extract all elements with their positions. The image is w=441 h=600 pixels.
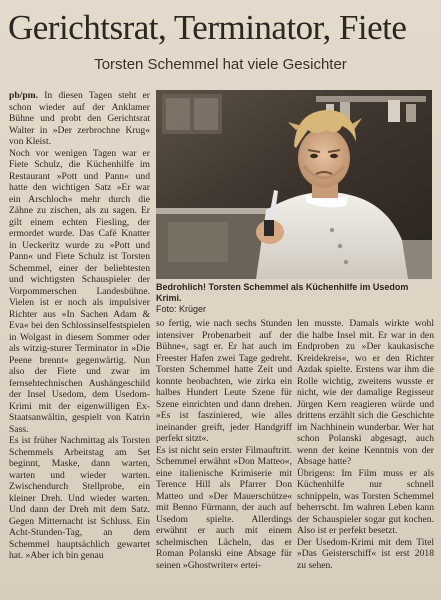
article-paragraph: Noch vor wenigen Tagen war er Fiete Schulz, die Küchenhilfe im Restaurant »Pott und Pann« und hatte den wichtigen Satz »Er war ein Arschloch« mehr durch die Zähne zu zischen, als zu sagen. Er gilt einem echten Fiesling, der ermordet wurde. Das Café Knatter in Ueckeritz wurde zu »Pott und Pann« und Fiete Schulz ist Torsten Schemmel, einer der beliebtesten und wichtigsten Schauspieler der Vorpommerschen Landesbühne. Vielen ist er noch als impulsiver Richter aus »In Sachen Adam & Eva« bei den Schlossinselfestspielen in Wolgast in diesem Sommer oder als witzig-sturer Terminator in »Die Peene brennt« gegenwärtig. Nun also der Fiete und zwar im fernsehtechnischen Aushängeschild der Insel Usedom, dem Usedom-Krimi mit der eigenwilligen Ex-Staatsanwältin, gespielt von Katrin Sass.	[9, 147, 150, 435]
photo-caption	[156, 282, 436, 315]
article-paragraph: Es ist früher Nachmittag als Torsten Schemmels Arbeitstag am Set beginnt, Maske, dann warten, warten und wieder warten. Zwischendurch Stellprobe, ein kleiner Dreh. Und wieder warten. Und dann der Dreh mit dem Satz. Gegen Mitternacht ist Schluss. Ein Acht-Stunden-Tag, an dem Schemmel hauptsächlich gewartet hat. »Aber ich bin genau	[9, 435, 150, 561]
article-paragraph: so fertig, wie nach sechs Stunden intensiver Probenarbeit auf der Bühne«, sagt er. Er hat auch im Freester Hafen zwei Tage gedreht. Torsten Schemmel hatte Zeit und konnte beobachten, wie zirka ein halbes Hundert Leute Szene für Szene einrichten und dann drehen. »Es ist fasziniered, wie alles ineinander greift, jeder Handgriff perfekt sitzt«.	[156, 318, 292, 444]
caption-text: Bedrohlich! Torsten Schemmel als Küchenhilfe im Usedom Krimi.	[156, 282, 409, 303]
headline: Gerichtsrat, Terminator, Fiete	[8, 8, 407, 47]
photo-credit: Foto: Krüger	[156, 304, 207, 314]
article-paragraph: Es ist nicht sein erster Filmauftritt. Schemmel erwähnt »Don Matteo«, eine italienische Krimiserie mit Terence Hill als Pfarrer Don Matteo und »Der Mauerschütze« mit Benno Fürmann, der auch auf Usedom spielte. Allerdings erwähnt er auch mit einem schelmischen Lächeln, das er Roman Polanski eine Absage für seinen »Ghostwriter« ertei-	[156, 444, 292, 571]
byline: pb/pm.	[9, 90, 39, 101]
article-paragraph: len musste. Damals wirkte wohl die halbe Insel mit. Er war in den Endproben zu »Der kaukasische Kreidekreis«, wo er den Richter Azdak spielte. Erstens war ihm die Rolle wichtig, zweitens wusste er nicht, wie der damalige Regisseur Jürgen Kern reagieren würde und drittens erzählt sich die Geschichte im Nachhinein wunderbar. Wer hat schon Polanski abgesagt, auch wenn der keine Kenntnis von der Absage hatte?	[297, 318, 434, 467]
subheadline: Torsten Schemmel hat viele Gesichter	[94, 56, 347, 73]
article-column-2	[156, 318, 292, 571]
article-paragraph: Übrigens: Im Film muss er als Küchenhilfe nur schnell schnippeln, was Torsten Schemmel beherrscht. Im wahren Leben kann der Schauspieler sogar gut kochen. Also ist er perfekt besetzt.	[297, 467, 434, 536]
article-column-1	[9, 90, 150, 562]
article-column-3	[297, 318, 434, 571]
article-photo	[156, 90, 432, 279]
article-text: In diesen Tagen steht er schon wieder auf der Anklamer Bühne und probt den Gerichtsrat Walter in »Der zerbrochne Krug« von Kleist.	[9, 90, 150, 147]
photo-portrait-icon	[156, 90, 432, 279]
article-paragraph: Der Usedom-Krimi mit dem Titel »Das Geisterschiff« ist erst 2018 zu sehen.	[297, 536, 434, 571]
article-paragraph	[9, 90, 150, 148]
